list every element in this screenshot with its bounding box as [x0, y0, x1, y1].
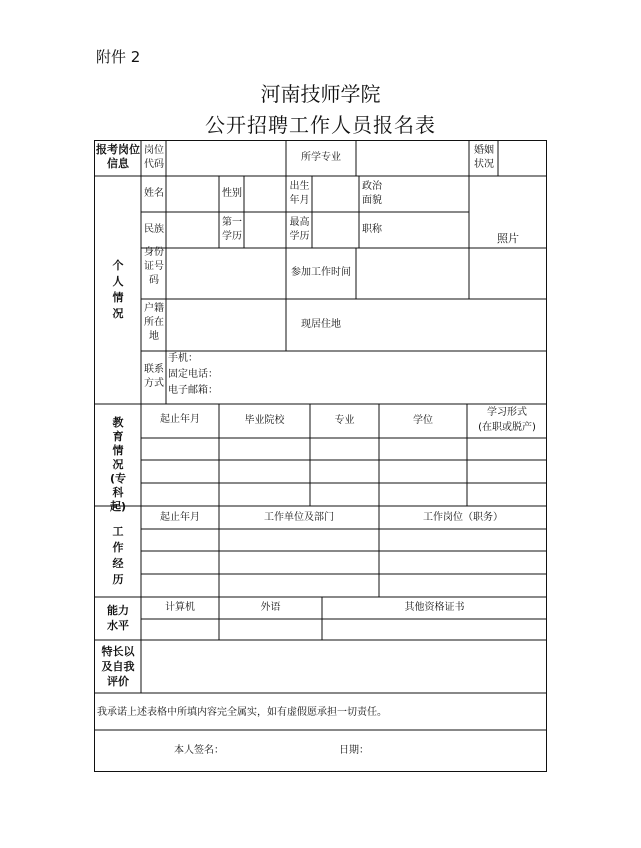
name-field[interactable] [167, 180, 218, 208]
ability-section-label: 能力水平 [107, 604, 129, 632]
birth-field[interactable] [313, 180, 358, 208]
work-section-label: 工作经历 [112, 525, 124, 586]
registration-form [94, 140, 547, 772]
post-code-label: 岗位代码 [144, 145, 164, 170]
landline-label[interactable]: 固定电话： [168, 369, 218, 380]
work-col-unit: 工作单位及部门 [264, 512, 334, 523]
title-school: 河南技师学院 [260, 82, 381, 106]
signature-label[interactable]: 本人签名： [174, 745, 224, 756]
residence-field[interactable] [357, 304, 545, 346]
major-label: 所学专业 [301, 152, 341, 163]
first-edu-field[interactable] [245, 216, 285, 244]
edu-col-period: 起止年月 [160, 414, 200, 425]
name-label: 姓名 [144, 188, 164, 199]
ability-col-computer: 计算机 [165, 602, 195, 613]
work-start-label: 参加工作时间 [291, 267, 351, 278]
personal-section-label: 个人情况 [112, 259, 124, 320]
contact-label: 联系方式 [144, 364, 164, 389]
marital-field[interactable] [499, 144, 545, 172]
photo-box[interactable]: 照片 [497, 232, 519, 245]
edu-col-study-form-note: (在职或脱产) [478, 422, 536, 433]
hukou-field[interactable] [167, 304, 285, 346]
work-start-field[interactable] [357, 252, 468, 294]
education-section-label: 教育情况(专科起) [110, 416, 127, 513]
first-edu-label: 第一学历 [222, 217, 242, 242]
political-field[interactable] [386, 180, 468, 208]
id-number-field[interactable] [167, 252, 285, 294]
date-label[interactable]: 日期： [339, 745, 369, 756]
email-label[interactable]: 电子邮箱： [168, 385, 218, 396]
ability-col-language: 外语 [260, 602, 281, 613]
post-code-field[interactable] [167, 144, 285, 172]
edu-col-school: 毕业院校 [244, 415, 285, 426]
edu-col-study-form: 学习形式 [487, 407, 527, 418]
marital-label: 婚姻状况 [474, 145, 494, 170]
specialty-field[interactable] [143, 643, 545, 691]
mobile-label[interactable]: 手机： [168, 353, 198, 364]
political-label: 政治面貌 [362, 181, 382, 206]
specialty-label: 特长以及自我评价 [101, 645, 135, 688]
title-form: 公开招聘工作人员报名表 [205, 113, 436, 137]
pledge-text: 我承诺上述表格中所填内容完全属实，如有虚假愿承担一切责任。 [97, 707, 387, 718]
edu-col-major: 专业 [334, 415, 355, 426]
title-rank-label: 职称 [362, 224, 382, 235]
gender-field[interactable] [245, 180, 285, 208]
title-rank-field[interactable] [386, 216, 468, 244]
edu-col-degree: 学位 [413, 415, 433, 426]
ability-col-certificates: 其他资格证书 [404, 602, 465, 613]
ethnic-field[interactable] [167, 216, 218, 244]
highest-edu-field[interactable] [313, 216, 358, 244]
highest-edu-label: 最高学历 [289, 217, 310, 242]
hukou-label: 户籍所在地 [144, 303, 164, 342]
work-col-post: 工作岗位（职务） [423, 512, 503, 523]
ethnic-label: 民族 [144, 224, 164, 235]
major-field[interactable] [357, 144, 468, 172]
attachment-label: 附件 2 [96, 48, 141, 66]
apply-info-label: 报考岗位信息 [96, 143, 140, 170]
work-col-period: 起止年月 [160, 512, 200, 523]
residence-label: 现居住地 [301, 319, 341, 330]
gender-label: 性别 [222, 188, 242, 199]
birth-label: 出生年月 [289, 181, 310, 206]
id-number-label: 身份证号码 [144, 247, 164, 286]
